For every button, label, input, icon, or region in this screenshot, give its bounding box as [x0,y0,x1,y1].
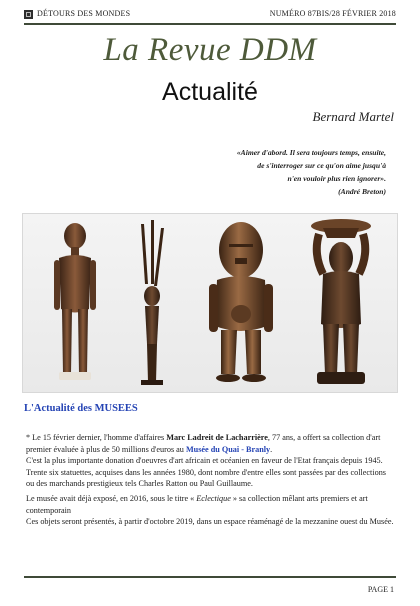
page-number: PAGE 1 [367,585,394,594]
statuette-thin-figure [141,220,164,385]
epigraph-quote [126,146,386,198]
quote-source: (André Breton) [338,187,386,196]
text-run: » sa collection mêlant arts premiers et art contemporain [26,494,368,515]
exhibition-title: Eclectique [196,494,231,503]
text-run: Le musée avait déjà exposé, en 2016, sous le titre « [26,494,197,503]
news-paragraph-donation [26,432,396,490]
statuettes-photo [22,213,398,393]
issue-number: NUMÉRO 87BIS/28 FÉVRIER 2018 [269,9,396,18]
statuette-standing-figure [54,223,96,380]
news-paragraph-exhibition [26,493,396,516]
section-title: Actualité [162,78,258,106]
masthead: DÉTOURS DES MONDES [37,9,131,18]
news-paragraph-presentation: Ces objets seront présentés, à partir d'octobre 2019, dans un espace réaménagé de la mezzanine ouest du Musée. [26,517,394,526]
bullet-icon: * [26,433,33,442]
news-heading: L'Actualité des MUSEES [24,403,138,414]
logo-icon [24,10,33,19]
author: Bernard Martel [312,109,394,124]
text-run: , 77 ans, a offert sa collection d'art premier évaluée à plus de 50 millions d'euros au [26,433,381,454]
text-run: C'est la plus importante donation d'oeuvres d'art africain et océanien en faveur de l'Etat français depuis 1945. Trente six statuettes, acquises dans les années 1980, dont nombre d'entre elles sont passées par des collections ou des marchands prestigieux tels Charles Ratton ou Paul Guillaume. [26,456,386,488]
text-run: Le 15 février dernier, l'homme d'affaires [32,433,167,442]
bottom-rule [24,576,396,578]
quote-line: n'en vouloir plus rien ignorer». [287,174,386,183]
quote-line: de s'interroger sur ce qu'on aime jusqu'à [257,161,386,170]
statuette-bowl-bearer-figure [311,219,371,384]
top-rule [24,23,396,25]
statuette-large-head-figure [209,222,273,382]
donor-name: Marc Ladreit de Lacharrière [166,433,268,442]
quote-line: «Aimer d'abord. Il sera toujours temps, ensuite, [236,148,386,157]
statuettes-illustration [23,214,397,392]
revue-title: La Revue DDM [103,32,317,68]
museum-link[interactable]: Musée du Quai - Branly [185,444,271,454]
text-run: . [270,444,273,454]
